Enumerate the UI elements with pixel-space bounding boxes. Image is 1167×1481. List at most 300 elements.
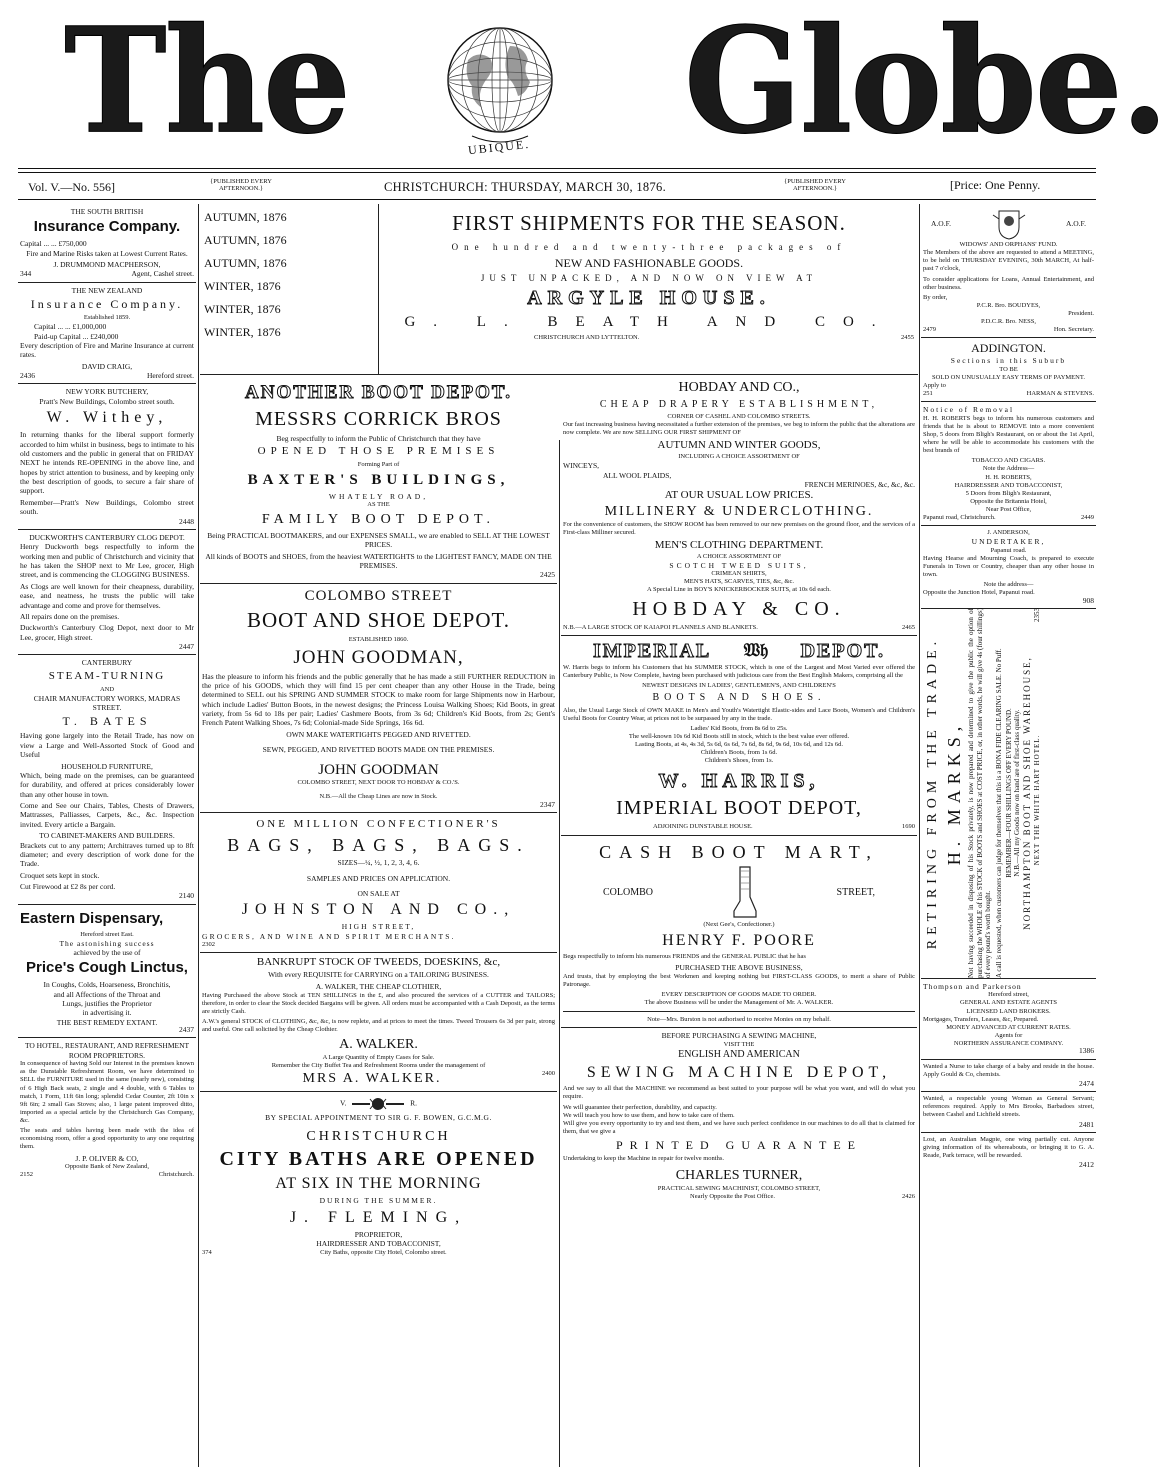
ad-text: MEN'S CLOTHING DEPARTMENT. — [654, 538, 824, 551]
ad-heading: CANTERBURY — [81, 658, 133, 668]
ad-text: Near Post Office, — [985, 506, 1032, 513]
ad-text: Our fast increasing business having necessitated a further extension of the premises, we beg to inform the public that the alterations are now complete. We are now SELLING OUR FIRST SHIPMENT OF — [563, 421, 915, 437]
ad-text: CHEAP DRAPERY ESTABLISHMENT, — [599, 398, 879, 410]
ad-text: ADJOINING DUNSTABLE HOUSE. — [653, 823, 753, 831]
published-note-right: {PUBLISHED EVERY AFTERNOON.} — [784, 178, 846, 192]
ad-number: 374 — [202, 1248, 212, 1256]
ad-text: ESTABLISHED 1860. — [348, 635, 409, 643]
ad-text: 5 Doors from Bligh's Restaurant, — [965, 489, 1052, 497]
ad-text: V. — [340, 1098, 347, 1108]
ad-title: HOBDAY AND CO., — [678, 380, 800, 395]
ad-text: SAMPLES AND PRICES ON APPLICATION. — [306, 873, 451, 883]
ad-text: In returning thanks for the liberal support formerly accorded to him whilst in business, begs to intimate to his old customers and the public in general that on FRIDAY NEXT he intends RE-OPENING in the above line, and hopes by strict attention to business, and by keeping only the best description of goods, to secure a fair share of support. — [20, 430, 194, 496]
ad-heading: THE SOUTH BRITISH — [70, 207, 144, 216]
ad-text: PRACTICAL SEWING MACHINIST, COLOMBO STREET, — [657, 1184, 821, 1192]
city-baths-ad — [200, 1092, 557, 1260]
ad-text: AUTUMN AND WINTER GOODS, — [657, 439, 821, 452]
ad-text: AT SIX IN THE MORNING — [275, 1175, 482, 1193]
ad-name: A. WALKER. — [339, 1037, 418, 1053]
ad-name: MRS A. WALKER. — [302, 1071, 442, 1086]
ad-text: HOUSEHOLD FURNITURE, — [61, 761, 153, 771]
clog-depot-ad — [18, 530, 196, 656]
ad-text: A Large Quantity of Empty Cases for Sale. — [322, 1053, 435, 1061]
ad-text: TO BE — [999, 365, 1018, 373]
price: [Price: One Penny. — [950, 178, 1041, 192]
ad-text: HAIRDRESSER AND TOBACCONIST, — [954, 481, 1063, 489]
ad-text: Children's Boots, from 1s 6d. — [700, 749, 778, 757]
ad-text: In Coughs, Colds, Hoarseness, Bronchitis, — [43, 980, 171, 990]
ad-text: CORNER OF CASHEL AND COLOMBO STREETS. — [667, 413, 811, 420]
ad-number: 1690 — [902, 823, 915, 831]
boot-icon — [732, 865, 758, 921]
ad-name: JOHN GOODMAN — [318, 761, 439, 778]
ad-name: JOHNSTON AND CO., — [241, 901, 516, 919]
ad-text: NEW AND FASHIONABLE GOODS. — [554, 255, 744, 270]
ad-title: ADDINGTON. — [971, 341, 1046, 356]
dateline-rule — [18, 199, 1096, 200]
ad-name: A. WALKER, THE CHEAP CLOTHIER, — [315, 982, 442, 992]
ad-text: AS THE — [367, 501, 390, 509]
ad-number: 2447 — [179, 642, 194, 651]
volume-number: Vol. V.—No. 556] — [28, 180, 116, 194]
ad-text: W. Harris begs to inform his Customers that his SUMMER STOCK, which is one of the Largest and Most Varied ever offered the Canterbury Public, is Now Complete, having been purchased with judicious care from the Best English Makers, comprising all the — [563, 663, 915, 679]
masthead-title-right: Globe. — [684, 0, 1167, 167]
ad-text: CHRISTCHURCH AND LYTTELTON. — [534, 333, 640, 341]
ad-text: Capital ... ... £750,000 — [20, 239, 87, 249]
ad-title: IMPERIAL BOOT DEPOT, — [616, 797, 862, 820]
ad-text: N.B.—All my Goods now on hand are of first-class quality. — [1012, 709, 1021, 877]
ad-title: STEAM-TURNING — [48, 669, 166, 682]
ad-name: G. L. BEATH AND CO. — [404, 313, 894, 330]
wanted-servant-ad — [921, 1092, 1096, 1133]
ad-text: Agent, Cashel street. — [131, 269, 194, 279]
ad-text: The well-known 10s 6d Kid Boots still in stock, which is the best value ever offered. — [628, 732, 850, 740]
marks-retiring-ad — [921, 609, 1096, 979]
thompson-parkerson-ad — [921, 979, 1096, 1060]
ad-text: Papanui road. — [990, 546, 1027, 554]
ad-number: 2400 — [541, 1070, 555, 1077]
ad-text: Ladies' Kid Boots, from 8s 6d to 25s. — [690, 724, 788, 732]
addington-ad — [921, 338, 1096, 402]
hobday-ad — [561, 376, 917, 636]
ad-name: HARMAN & STEVENS. — [1026, 390, 1094, 398]
masthead — [0, 0, 1167, 176]
ad-text: EVERY DESCRIPTION OF GOODS MADE TO ORDER. — [661, 990, 817, 998]
steam-turning-ad — [18, 655, 196, 904]
ad-number: 2474 — [1079, 1078, 1094, 1088]
ad-name: DAVID CRAIG, — [81, 361, 133, 371]
ad-text: BY SPECIAL APPOINTMENT TO SIR G. F. BOWEN, G.C.M.G. — [265, 1112, 492, 1122]
ad-text: Pratt's New Buildings, Colombo street south. — [39, 396, 175, 406]
ad-text: City Baths, opposite City Hotel, Colombo street. — [320, 1248, 447, 1256]
ad-text: H. H. ROBERTS begs to inform his numerous customers and friends that he is about to REMOVE into a more convenient Shop, 5 doors from Bligh's Restaurant, on or about the 1st April, where he will be able to accommodate his customers with the best brands of — [923, 414, 1094, 455]
new-zealand-insurance-ad — [18, 283, 196, 385]
ad-text: Brackets cut to any pattern; Architraves turned up to 8ft diameter; and every description of work done for the Trade. — [20, 840, 194, 869]
ad-title: Insurance Company. — [30, 297, 184, 311]
ad-text: Apply to — [923, 382, 946, 389]
ad-text: MEN'S HATS, SCARVES, TIES, &c, &c. — [684, 578, 794, 586]
ad-text: REMEMBER—FOUR SHILLINGS OFF EVERY POUND. — [1004, 708, 1013, 879]
ad-text: SCOTCH TWEED SUITS, — [669, 560, 809, 570]
cash-boot-mart-ad — [561, 836, 917, 1029]
ad-text: Has the pleasure to inform his friends and the public generally that he has made a still FURTHER REDUCTION in the price of his GOODS, which they will find 15 per cent cheaper than any other House in the Trade, being determined to SELL out his SPRING AND SUMMER STOCK to make room for large Shipments now in Harbour, which include Ladies' Button Boots, in the newest designs; the Princess Louisa Walking Shoes; Kid Boots, in great variety, from 5s 6d to 18s per pair; Ladies' Cashmere Boots, from 3s 6d; Children's Kid Boots, from 2s; Gent's French Patent Walking Shoes, 7s 6d; Colonial-made Side Springs, 16s 6d. — [202, 671, 555, 728]
column-1 — [18, 204, 196, 1467]
ad-title: W. Withey, — [46, 409, 168, 427]
ad-text: COLOMBO STREET — [304, 587, 453, 604]
ad-title: Insurance Company. — [33, 218, 181, 236]
ad-title: BAGS, BAGS, BAGS. — [227, 834, 530, 855]
ad-text: Being PRACTICAL BOOTMAKERS, and our EXPENSES SMALL, we are enabled to SELL AT THE LOWEST PRICES. — [207, 530, 550, 550]
first-shipments-ad — [384, 208, 914, 342]
season-line: WINTER, 1876 — [204, 325, 281, 339]
ad-text: NEXT THE WHITE HART HOTEL. — [1032, 735, 1041, 866]
ad-text: (Next Gee's, Confectioner.) — [703, 921, 775, 928]
ad-heading: TO HOTEL, RESTAURANT, AND REFRESHMENT ROOM PROPRIETORS. — [24, 1041, 190, 1060]
ad-text: FRENCH MERINOES, &c, &c, &c. — [804, 480, 915, 489]
ad-number: 2437 — [179, 1025, 194, 1034]
ad-text: Lasting Boots, at 4s, 4s 3d, 5s 6d, 6s 6d, 7s 6d, 8s 6d, 9s 6d, 10s 6d, and 12s 6d. — [634, 741, 843, 748]
ad-text: GROCERS, AND WINE AND SPIRIT MERCHANTS. — [202, 931, 456, 941]
ad-text: SEWN, PEGGED, AND RIVETTED BOOTS MADE ON THE PREMISES. — [262, 745, 495, 755]
walker-tweeds-ad — [200, 953, 557, 1091]
confectioner-bags-ad — [200, 813, 557, 953]
ad-title: RETIRING FROM THE TRADE. — [924, 637, 940, 950]
ad-text: Children's Shoes, from 1s. — [704, 757, 774, 765]
corrick-boot-ad — [200, 376, 557, 584]
ad-text: ALL WOOL PLAIDS, — [603, 470, 672, 480]
globe-icon — [432, 24, 568, 152]
ad-text: Will give you every opportunity to try and test them, and we have such perfect confidence in our machines to do all that is claimed for them, that we give a — [563, 1119, 915, 1135]
ad-text: Begs respectfully to inform his numerous FRIENDS and the GENERAL PUBLIC that he has — [563, 953, 806, 961]
ad-name: J. DRUMMOND MACPHERSON, — [53, 259, 161, 269]
ad-text: One hundred and twenty-three packages of — [451, 242, 847, 253]
ad-text: Capital ... ... £1,000,000 — [34, 322, 107, 332]
ad-text: Note the Address— — [982, 465, 1035, 473]
ad-text: Henry Duckworth begs respectfully to inform the working men and public of Christchurch and vicinity that he has taken the SHOP next to Mr Lee, grocer, High street, and is commencing the CLOGGING BUSINESS. — [20, 542, 194, 580]
ad-text: We will guarantee their perfection, durability, and capacity. — [563, 1103, 717, 1111]
ad-number: 2425 — [540, 570, 555, 580]
ad-text: CRIMEAN SHIRTS, — [711, 570, 767, 578]
ad-text: The astonishing success — [59, 938, 155, 948]
season-line: WINTER, 1876 — [204, 279, 281, 293]
ad-name: H. H. ROBERTS, — [985, 473, 1032, 481]
ad-text: Opposite Bank of New Zealand, — [65, 1162, 149, 1170]
ad-text: Nearly Opposite the Post Office. — [690, 1192, 775, 1200]
column-divider — [919, 204, 920, 1467]
ad-text: LICENSED LAND BROKERS. — [966, 1007, 1051, 1015]
ad-title: IMPERIAL — [593, 639, 712, 662]
ad-number: 1386 — [1079, 1046, 1094, 1056]
ad-text: Undertaking to keep the Machine in repair for twelve months. — [563, 1155, 725, 1162]
ad-title: BANKRUPT STOCK OF TWEEDS, DOESKINS, &c, — [256, 956, 501, 969]
ad-number: 2479 — [923, 326, 936, 334]
ad-text: With every REQUISITE for CARRYING on a TAILORING BUSINESS. — [268, 969, 489, 979]
ad-heading: THE NEW ZEALAND — [71, 285, 143, 295]
ad-title: Thompson and Parkerson — [923, 981, 1022, 991]
ad-text: OPENED THOSE PREMISES — [257, 445, 500, 458]
ad-text: Opposite the Britannia Hotel, — [970, 497, 1047, 505]
ad-text: Note—Mrs. Burston is not authorised to receive Monies on my behalf. — [647, 1016, 831, 1024]
ad-text: Remember—Pratt's New Buildings, Colombo street south. — [20, 497, 194, 517]
lost-magpie-ad — [921, 1133, 1096, 1173]
goodman-boot-ad — [200, 584, 557, 813]
ad-text: THE BEST REMEDY EXTANT. — [56, 1017, 158, 1027]
ad-text: Every description of Fire and Marine Insurance at current rates. — [20, 340, 194, 360]
ad-text: ONE MILLION CONFECTIONER'S — [256, 817, 501, 830]
ad-text: A.O.F. — [1065, 219, 1086, 229]
ad-text: Not having succeeded in disposing of his Stock privately, is now prepared and determined to give the public the option of purchasing the WHOLE of his STOCK of BOOTS and SHOES at COST PRICE, or, in other words, he will give 4s (four shillings) of every pound's worth bought. — [966, 608, 992, 979]
ad-text: DURING THE SUMMER. — [319, 1196, 438, 1206]
ad-number: 2140 — [179, 891, 194, 901]
ad-text: Having Hearse and Mourning Coach, is prepared to execute Funerals in Town or Country, cheaper than any other house in town. — [923, 554, 1094, 579]
ad-number: 908 — [1082, 595, 1094, 605]
ad-text: And we say to all that the MACHINE we recommend as best suited to your purpose will be what you want, and will do what you require. — [563, 1085, 915, 1101]
ad-number: 2455 — [901, 333, 914, 341]
ad-text: President. — [1068, 310, 1094, 317]
ad-text: CHRISTCHURCH — [306, 1128, 451, 1144]
ad-text: MONEY ADVANCED AT CURRENT RATES. — [946, 1023, 1071, 1031]
ad-text: A Special Line in BOY'S KNICKERBOCKER SUITS, at 10s 6d each. — [647, 586, 831, 594]
ad-text: BAXTER'S BUILDINGS, — [247, 472, 510, 488]
ad-text: PRINTED GUARANTEE — [616, 1138, 862, 1152]
ad-text: COLOMBO STREET, NEXT DOOR TO HOBDAY & CO.'S. — [297, 779, 460, 787]
ad-text: BEFORE PURCHASING A SEWING MACHINE, — [661, 1031, 817, 1041]
published-note-left: {PUBLISHED EVERY AFTERNOON.} — [210, 178, 272, 192]
boot-icon: 𝔚𝔥 — [743, 639, 769, 660]
ad-name: J. FLEMING, — [289, 1208, 468, 1226]
masthead-motto: UBIQUE. — [467, 136, 531, 158]
ad-text: Note the address— — [983, 581, 1034, 589]
ad-text: All repairs done on the premises. — [20, 611, 120, 621]
autumn-list — [204, 210, 364, 340]
ad-text: Mortgages, Transfers, Leases, &c, Prepared. — [923, 1015, 1039, 1023]
ad-text: AT OUR USUAL LOW PRICES. — [664, 489, 814, 502]
aof-meeting-ad — [921, 204, 1096, 338]
season-line: AUTUMN, 1876 — [204, 233, 287, 247]
ad-text: OWN MAKE WATERTIGHTS PEGGED AND RIVETTED. — [286, 729, 471, 739]
ad-text: FAMILY BOOT DEPOT. — [261, 512, 496, 528]
ad-text: Forming Part of — [357, 460, 400, 468]
ad-title: DEPOT. — [800, 639, 885, 662]
ad-text: in advertising it. — [82, 1008, 132, 1018]
ad-number: 2353 — [1032, 608, 1041, 623]
column-divider — [198, 204, 199, 1467]
top-rule-thin — [18, 172, 1096, 173]
ad-text: R. — [410, 1098, 417, 1108]
ad-title: BOOT AND SHOE DEPOT. — [246, 608, 511, 633]
ad-title: CITY BATHS ARE OPENED — [219, 1148, 538, 1171]
ad-name: T. BATES — [62, 714, 152, 729]
ad-text: Lost, an Australian Magpie, one wing partially cut. Anyone giving information of its whereabouts, or bringing it to G. A. Reade, Park terrace, will be rewarded. — [923, 1135, 1094, 1160]
ad-text: To consider applications for Loans, Annual Entertainment, and other business. — [923, 275, 1094, 291]
removal-notice-ad — [921, 402, 1096, 526]
ad-text: STREET, — [836, 886, 875, 898]
hotel-furniture-ad — [18, 1038, 196, 1182]
ad-heading: NEW YORK BUTCHERY, — [65, 387, 149, 397]
ad-text: VISIT THE — [723, 1040, 755, 1048]
top-banner-area — [200, 204, 918, 374]
ad-text: BOOTS AND SHOES. — [652, 692, 826, 703]
season-line: WINTER, 1876 — [204, 302, 281, 316]
ad-text: The above Business will be under the Management of Mr. A. WALKER. — [644, 999, 834, 1006]
ad-text: Hereford street, — [988, 991, 1029, 999]
ad-text: Remember the City Buffet Tea and Refreshment Rooms under the management of — [271, 1061, 486, 1069]
ad-text: CHAIR MANUFACTORY WORKS, MADRAS STREET. — [33, 693, 181, 712]
ad-number: 2152 — [20, 1171, 33, 1178]
ad-name: CHARLES TURNER, — [675, 1168, 803, 1184]
ad-number: 2347 — [540, 799, 555, 809]
ad-name: HENRY F. POORE — [662, 932, 816, 950]
ad-number: 2448 — [179, 516, 194, 526]
ad-text: SIZES—¼, ½, 1, 2, 3, 4, 6. — [337, 858, 420, 868]
dateline — [18, 178, 1096, 198]
butchery-ad — [18, 384, 196, 530]
ad-text: As Clogs are well known for their cheapness, durability, ease, and neatness, he trusts the public will take advantage and come and prove for themselves. — [20, 581, 194, 610]
ad-title: CASH BOOT MART, — [599, 841, 879, 862]
ad-text: Established 1859. — [83, 314, 131, 321]
ad-text: Papanui road, Christchurch. — [923, 514, 996, 522]
ad-text: And trusts, that by employing the best Workmen and keeping nothing but FIRST-CLASS GOODS, to merit a share of Public Patronage. — [563, 972, 915, 988]
ad-text: The seats and tables having been made with the idea of economising room, offer a good opportunity to any one requiring them. — [20, 1127, 194, 1151]
crest-icon — [991, 207, 1027, 241]
ad-text: A.O.F. — [931, 219, 952, 229]
city-date: CHRISTCHURCH: THURSDAY, MARCH 30, 1876. — [384, 180, 667, 194]
ad-text: HAIRDRESSER AND TOBACCONIST, — [316, 1239, 441, 1249]
ad-text: Paid-up Capital ... £240,000 — [34, 331, 119, 341]
ad-name: JOHN GOODMAN, — [293, 646, 464, 668]
ad-text: PROPRIETOR, — [354, 1229, 403, 1239]
ad-text: WINCEYS, — [563, 461, 600, 471]
ad-title: Notice of Removal — [923, 405, 1015, 415]
ad-text: NORTHERN ASSURANCE COMPANY. — [953, 1040, 1064, 1047]
divider — [378, 204, 379, 374]
ad-name: W. HARRIS, — [658, 770, 820, 793]
ad-text: ENGLISH AND AMERICAN — [678, 1048, 800, 1060]
ad-text: Croquet sets kept in stock. — [20, 870, 100, 880]
ad-text: Wanted, a respectable young Woman as General Servant; references required. Apply to Mrs Brooks, Barbadoes street, between Cashel and Lichfield streets. — [923, 1095, 1094, 1119]
ad-text: Having Purchased the above Stock at TEN SHILLINGS in the £, and also procured the services of a CUTTER and TAILORS; therefore, in order to clear the Stock decided Bargains will be given. All orders must be accompanied with a Cash Deposit, as the terms are strictly Cash. — [202, 991, 555, 1015]
ad-name: P.D.C.R. Bro. NESS, — [981, 318, 1036, 326]
eastern-dispensary-ad — [18, 905, 196, 1039]
ad-text: ON SALE AT — [357, 888, 400, 898]
ad-text: Also, the Usual Large Stock of OWN MAKE in Men's and Youth's Watertight Elastic-sides and Lace Boots, Women's and Children's Useful Boots for Country Wear, at prices not to be surpassed by any in the trade. — [563, 706, 915, 722]
ad-number: 2412 — [1079, 1160, 1094, 1170]
ad-product: Price's Cough Linctus, — [26, 959, 188, 977]
ad-text: All kinds of BOOTS and SHOES, from the heaviest WATERTIGHTS to the LIGHTEST FANCY, MADE ON THE PREMISES. — [205, 551, 552, 570]
ad-text: GENERAL AND ESTATE AGENTS — [960, 999, 1057, 1007]
ad-text: A CHOICE ASSORTMENT OF — [696, 552, 782, 560]
ad-text: A call is requested, when customers can judge for themselves that this is a BONA FIDE CLEARING SALE. No Puff. — [994, 648, 1003, 979]
wanted-nurse-ad — [921, 1060, 1096, 1093]
ad-text: Beg respectfully to inform the Public of Christchurch that they have — [276, 433, 481, 443]
ad-text: Hon. Secretary. — [1053, 326, 1094, 334]
ad-text: Having gone largely into the Retail Trade, has now on view a Large and Well-Assorted Stock of Good and Useful — [20, 731, 194, 760]
ad-text: TOBACCO AND CIGARS. — [971, 457, 1046, 465]
ad-text: The Members of the above are requested to attend a MEETING, to be held on THURSDAY EVENING, 30th MARCH, At half-past 7 o'clock, — [923, 249, 1094, 273]
ad-text: For the convenience of customers, the SHOW ROOM has been removed to our new premises on the ground floor, and the services of a First-class Milliner secured. — [563, 520, 915, 536]
ad-text: Opposite the Junction Hotel, Papanui road. — [923, 589, 1035, 597]
sewing-machine-ad — [561, 1028, 917, 1204]
season-line: AUTUMN, 1876 — [204, 210, 287, 224]
ad-text: By order, — [923, 293, 948, 301]
ad-number: 251 — [923, 390, 933, 398]
south-british-insurance-ad — [18, 204, 196, 283]
ad-number: 344 — [20, 269, 32, 279]
ad-name: H. MARKS, — [943, 721, 964, 866]
ad-text: and all Affections of the Throat and — [53, 989, 161, 999]
ad-text: JUST UNPACKED, AND NOW ON VIEW AT — [480, 272, 818, 283]
ad-number: 2465 — [902, 623, 915, 631]
ad-text: Which, being made on the premises, can be guaranteed for durability, and offered at prices considerably lower than any other house in town. — [20, 770, 194, 799]
column-3 — [561, 376, 917, 1467]
ad-text: A.W.'s general STOCK of CLOTHING, &c, &c, is now replete, and at prices to meet the times. Tweed Trousers 6s 3d per pair, strong and useful. One call solicited by the Cheap Clothier. — [202, 1018, 555, 1034]
ad-text: Sections in this Suburb — [950, 356, 1067, 366]
ad-text: NEWEST DESIGNS IN LADIES', GENTLEMEN'S, AND CHILDREN'S — [642, 681, 836, 689]
ad-number: 2449 — [1081, 514, 1094, 522]
top-rule — [18, 168, 1096, 169]
ad-text: Hereford street. — [146, 371, 194, 380]
ad-text: HIGH STREET, — [341, 922, 416, 932]
column-divider — [559, 440, 560, 1467]
column-4 — [921, 204, 1096, 1467]
ad-title: ANOTHER BOOT DEPOT. — [245, 382, 512, 403]
ad-text: PURCHASED THE ABOVE BUSINESS, — [675, 963, 803, 973]
ad-text: TO CABINET-MAKERS AND BUILDERS. — [39, 831, 175, 841]
royal-arms-icon — [348, 1095, 408, 1113]
ad-text: Agents for — [994, 1031, 1023, 1039]
ad-text: INCLUDING A CHOICE ASSORTMENT OF — [678, 453, 800, 461]
ad-name: P.C.R. Bro. BOUDYES, — [976, 301, 1041, 309]
ad-text: Come and See our Chairs, Tables, Chests of Drawers, Mattrasses, Palliasses, Carpets, &c., &c. Inspection invited. Every article a Bargain. — [20, 801, 194, 829]
ad-text: MILLINERY & UNDERCLOTHING. — [604, 504, 874, 520]
masthead-title-left: The — [64, 0, 349, 167]
ad-title: FIRST SHIPMENTS FOR THE SEASON. — [452, 211, 846, 235]
ad-number: 2436 — [20, 371, 35, 380]
ad-text: NORTHAMPTON BOOT AND SHOE WAREHOUSE, — [1021, 656, 1032, 931]
ad-text: Wanted a Nurse to take charge of a baby and reside in the house. Apply Gould & Co, chemists. — [923, 1062, 1094, 1078]
ad-text: SOLD ON UNUSUALLY EASY TERMS OF PAYMENT. — [932, 373, 1085, 381]
ad-text: Christchurch. — [158, 1171, 194, 1178]
imperial-boot-depot-ad — [561, 636, 917, 836]
ad-text: Cut Firewood at £2 8s per cord. — [20, 882, 116, 891]
ad-text: N.B.—A LARGE STOCK OF KAIAPOI FLANNELS AND BLANKETS. — [563, 623, 758, 631]
ad-title: ARGYLE HOUSE. — [527, 286, 771, 309]
season-line: AUTUMN, 1876 — [204, 256, 287, 270]
ad-text: Lungs, justifies the Proprietor — [62, 998, 152, 1008]
ad-title: Eastern Dispensary, — [20, 909, 164, 927]
ad-text: Hereford street East. — [80, 930, 134, 938]
ad-number: 2302 — [202, 941, 215, 948]
ad-name: J. P. OLIVER & CO, — [75, 1153, 139, 1163]
ad-heading: DUCKWORTH'S CANTERBURY CLOG DEPOT. — [29, 532, 185, 542]
ad-title: SEWING MACHINE DEPOT, — [586, 1064, 892, 1082]
column-2 — [200, 376, 557, 1467]
ad-text: achieved by the use of — [73, 948, 141, 957]
ad-text: We will teach you how to use them, and how to take care of them. — [563, 1111, 735, 1119]
ad-text: In consequence of having Sold our Interest in the premises known as the Dunstable Refreshment Room, we have determined to SELL the FURNITURE used in the same (nearly new), consisting of 6 High Back seats, 2 single and 4 double, with 6 Tables to match, 1 Form, 11ft 6in long; splendid Cedar Counter, 2ft 10in x 9ft 6in; 2 small Gas Stoves; also, 1 large patent improved ditto, imported as a special article by the Christchurch Gas Company, &c. — [20, 1060, 194, 1124]
ad-name: MESSRS CORRICK BROS — [255, 407, 502, 430]
ad-heading: WIDOWS' AND ORPHANS' FUND. — [959, 241, 1058, 248]
ad-text: AND — [99, 685, 115, 693]
ad-text: COLOMBO — [603, 886, 654, 898]
ad-title: UNDERTAKER, — [971, 537, 1046, 547]
ad-number: 2426 — [902, 1192, 915, 1200]
ad-text: N.B.—All the Cheap Lines are now in Stock. — [319, 793, 438, 801]
undertaker-ad — [921, 526, 1096, 609]
ad-name: J. ANDERSON, — [987, 529, 1030, 537]
ad-text: WHATELY ROAD, — [328, 491, 429, 501]
ad-number: 2481 — [1079, 1119, 1094, 1129]
